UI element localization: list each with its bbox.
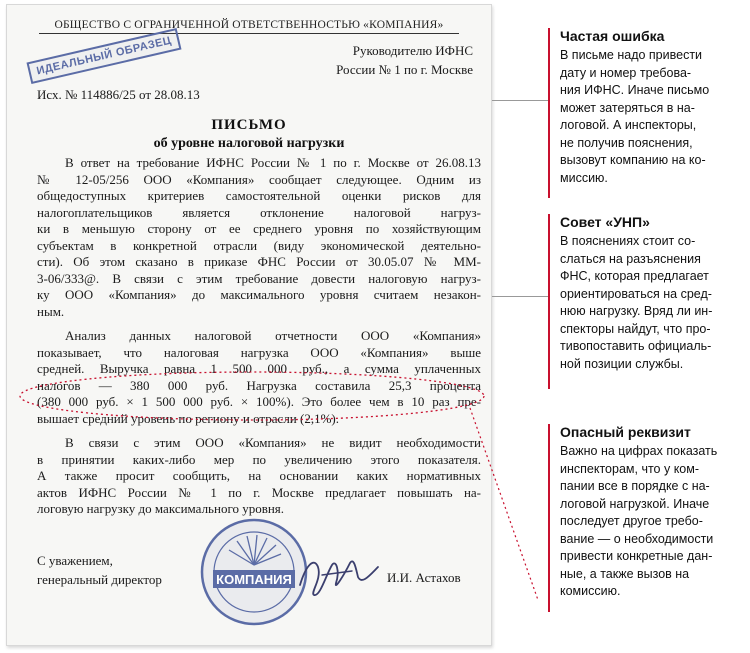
addressee — [303, 41, 473, 79]
seal-text: КОМПАНИЯ — [216, 572, 292, 587]
note-line: миссию. — [560, 170, 608, 185]
outgoing-number: Исх. № 114886/25 от 28.08.13 — [37, 87, 200, 102]
body-line: В связи с этим ООО «Компания» не видит необходимости — [65, 435, 481, 450]
body-line: 3-06/333@. В связи с этим требование довести налоговую нагруз- — [37, 270, 481, 286]
letter-paper — [6, 4, 492, 646]
body-line: в принятии каких-либо мер по увеличению этого показателя. — [37, 451, 481, 467]
body-line: ки в меньшую сторону от ее среднего уровня по хозяйствующим — [37, 221, 481, 236]
letter-body — [37, 155, 481, 518]
signature-icon — [292, 545, 382, 600]
note-text — [560, 443, 750, 601]
note-title: Частая ошибка — [560, 28, 665, 44]
sidebar-bar — [548, 424, 550, 612]
body-line: средней. Выручка равна 1 500 000 руб., а сумма уплаченных — [37, 361, 481, 376]
sample-stamp: ИДЕАЛЬНЫЙ ОБРАЗЕЦ — [26, 28, 181, 84]
body-line: налогов — 380 000 руб. Нагрузка составила 25,3 процента — [37, 377, 481, 393]
body-line: показывает, что налоговая нагрузка ООО «Компания» выше — [37, 344, 481, 360]
note-line: комиссию. — [560, 584, 621, 598]
body-line: субъектам в конкретной отрасли (виду экономической деятельно- — [37, 237, 481, 253]
note-text — [560, 233, 750, 373]
note-line: ния ИФНС. Иначе письмо — [560, 83, 710, 97]
addressee-line: Руководителю ИФНС — [352, 43, 473, 58]
body-line: Анализ данных налоговой отчетности ООО «Компания» — [65, 328, 481, 343]
note-line: может затеряться в на- — [560, 100, 695, 115]
note-line: логовой нагрузкой. Иначе — [560, 496, 710, 511]
connector-line — [492, 296, 548, 297]
note-line: последует другое требо- — [560, 514, 703, 528]
sidebar — [548, 0, 750, 653]
body-line: актов ИФНС России № 1 по г. Москве предлагает повышать на- — [37, 484, 481, 500]
note-line: ные, а также вызов на — [560, 566, 690, 581]
note-unp-advice — [560, 214, 750, 373]
letter-title: ПИСЬМО — [211, 117, 287, 133]
sidebar-bar — [548, 28, 550, 198]
sidebar-bar — [548, 214, 550, 389]
note-title: Опасный реквизит — [560, 424, 691, 440]
body-line: (380 000 руб. × 1 500 000 руб. × 100%). Это более чем в 10 раз пре- — [37, 394, 481, 409]
note-line: вание — о необходимости — [560, 531, 714, 546]
note-line: В пояснениях стоит со- — [560, 234, 696, 248]
body-line: № 12-05/256 ООО «Компания» сообщает следующее. Одним из — [37, 171, 481, 187]
body-line: А также просит сообщить, на основании каких нормативных — [37, 468, 481, 483]
body-line: вышает средний уровень по региону и отрасли (2,1%). — [37, 410, 339, 426]
body-line: общедоступных критериев самостоятельной оценки рисков для — [37, 188, 481, 203]
note-line: ФНС, которая предлагает — [560, 269, 709, 283]
note-title: Совет «УНП» — [560, 214, 650, 230]
body-line: сти). Об этом сказано в приказе ФНС России от 30.05.07 № ММ- — [37, 254, 481, 269]
letter-subtitle: об уровне налоговой нагрузки — [153, 136, 345, 151]
body-line: налогоплательщиков является отклонение налоговой нагруз- — [37, 204, 481, 220]
note-dangerous-detail — [560, 424, 750, 601]
note-line: ной позиции службы. — [560, 356, 684, 371]
note-line: привести конкретные дан- — [560, 549, 713, 563]
note-line: ориентироваться на сред- — [560, 286, 712, 301]
note-line: дату и номер требова- — [560, 65, 692, 80]
note-line: слаться на разъяснения — [560, 251, 701, 266]
note-line: инспекторам, что у ком- — [560, 461, 700, 476]
note-line: пании все в порядке с на- — [560, 479, 710, 493]
closing-line: генеральный директор — [37, 572, 162, 587]
body-line: ку ООО «Компания» до максимального уровня считаем незакон- — [37, 287, 481, 302]
org-header: ОБЩЕСТВО С ОГРАНИЧЕННОЙ ОТВЕТСТВЕННОСТЬЮ «КОМПАНИЯ» — [39, 19, 459, 34]
body-line: логовую нагрузку до максимального уровня. — [37, 501, 285, 516]
connector-line — [492, 100, 548, 101]
body-line: В ответ на требование ИФНС России № 1 по г. Москве от 26.08.13 — [65, 155, 481, 170]
note-line: нюю нагрузку. Вряд ли ин- — [560, 304, 713, 318]
note-line: спекторы найдут, что про- — [560, 321, 711, 336]
note-line: не получив пояснения, — [560, 135, 693, 150]
note-text — [560, 47, 750, 187]
signer-name: И.И. Астахов — [387, 570, 461, 585]
note-line: вызовут компанию на ко- — [560, 153, 706, 167]
closing — [37, 551, 162, 589]
closing-line: С уважением, — [37, 553, 113, 568]
note-line: Важно на цифрах показать — [560, 444, 718, 458]
note-line: тивопоставить официаль- — [560, 339, 712, 353]
body-line: ным. — [37, 303, 65, 319]
note-line: В письме надо привести — [560, 48, 703, 62]
note-common-error — [560, 28, 750, 187]
addressee-line: России № 1 по г. Москве — [336, 62, 473, 77]
note-line: логовой. А инспекторы, — [560, 118, 697, 132]
